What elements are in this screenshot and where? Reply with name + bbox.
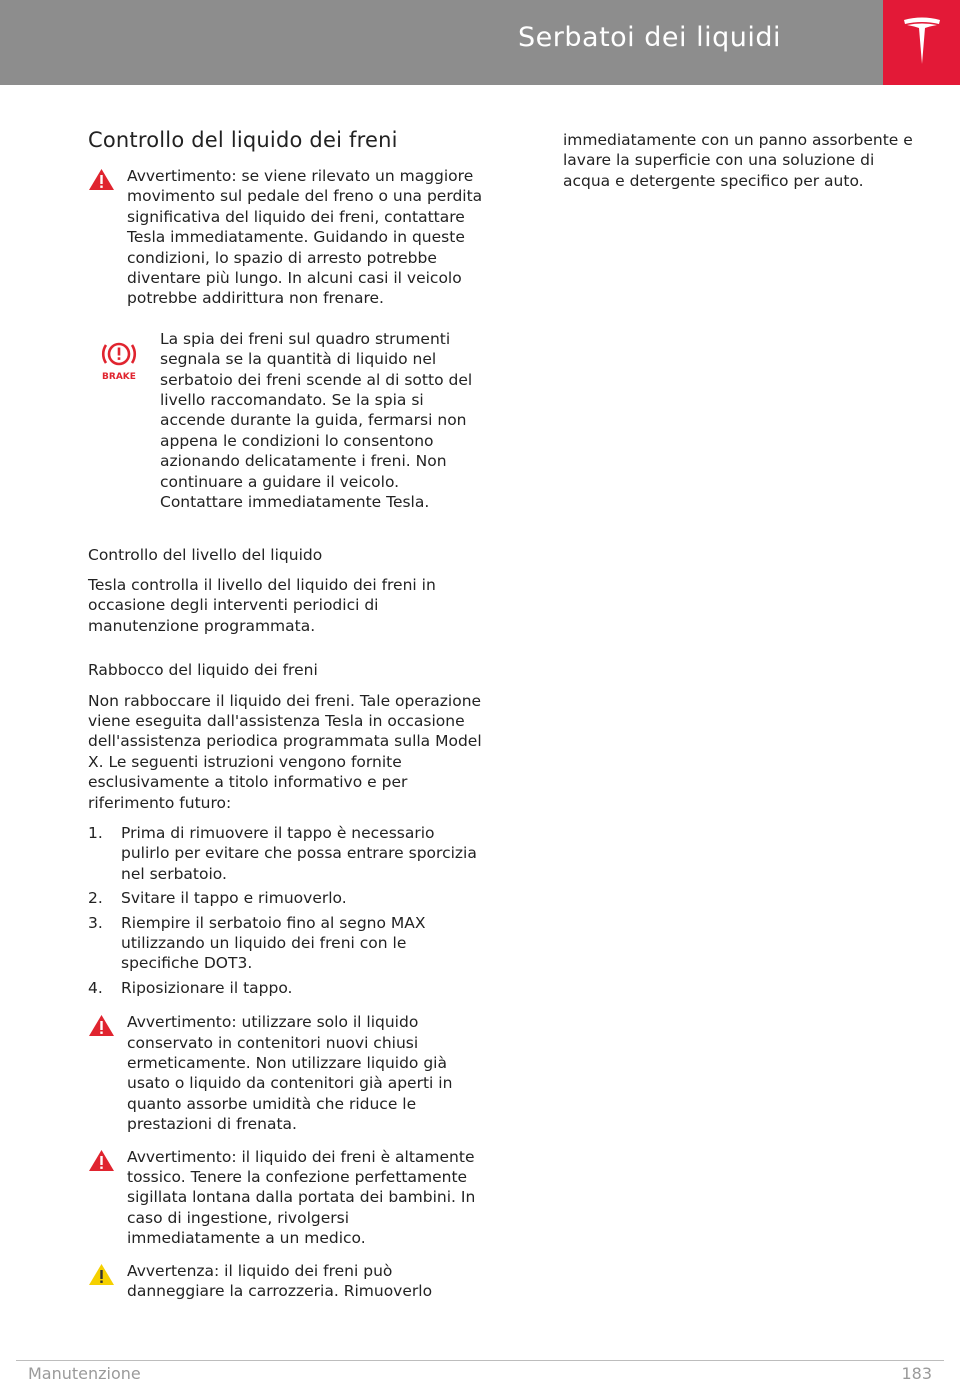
step-text: Svitare il tappo e rimuoverlo. bbox=[121, 889, 347, 908]
step-text: Riposizionare il tappo. bbox=[121, 978, 293, 997]
footer-section-label: Manutenzione bbox=[28, 1364, 141, 1383]
warning-icon bbox=[88, 168, 115, 191]
para-topup: Non rabboccare il liquido dei freni. Tale operazione viene eseguita dall'assistenza Tesla in occasione dell'assistenza periodica programmata sulla Model X. Le seguenti istruzioni vengono fornite esclusivamente a titolo informativo e per riferimento futuro: bbox=[88, 691, 482, 812]
step-number: 4. bbox=[88, 978, 103, 997]
brake-text: La spia dei freni sul quadro strumenti segnala se la quantità di liquido nel serbatoio dei freni scende al di sotto del livello raccomandato. Se la spia si accende durante la guida, fermarsi non appena le condizioni lo consentono azionando delicatamente i freni. Non continuare a guidare il veicolo. Contattare immediatamente Tesla. bbox=[160, 329, 473, 512]
brand-logo-box bbox=[883, 0, 960, 85]
header-bar bbox=[0, 0, 883, 85]
para-level-check: Tesla controlla il livello del liquido dei freni in occasione degli interventi periodici di manutenzione programmata. bbox=[88, 575, 436, 635]
caution-continued-text: immediatamente con un panno assorbente e lavare la superficie con una soluzione di acqua e detergente specifico per auto. bbox=[563, 131, 913, 190]
warning-notice bbox=[88, 166, 483, 309]
right-column bbox=[563, 130, 923, 191]
warning-text: Avvertimento: se viene rilevato un maggiore movimento sul pedale del freno o una perdita significativa del liquido dei freni, contattare Tesla immediatamente. Guidando in queste condizioni, lo spazio di arresto potrebbe diventare più lungo. In alcuni casi il veicolo potrebbe addirittura non frenare. bbox=[127, 167, 483, 308]
tesla-logo-icon bbox=[901, 16, 943, 68]
subhead-topup: Rabbocco del liquido dei freni bbox=[88, 661, 318, 680]
warning-icon bbox=[88, 1014, 115, 1037]
warning-text: Avvertimento: il liquido dei freni è altamente tossico. Tenere la confezione perfettamente sigillata lontana dalla portata dei bambini. In caso di ingestione, rivolgersi immediatamente a un medico. bbox=[127, 1147, 476, 1248]
left-column bbox=[88, 128, 483, 1302]
steps-list bbox=[88, 823, 483, 998]
step-text: Prima di rimuovere il tappo è necessario pulirlo per evitare che possa entrare sporcizia nel serbatoio. bbox=[121, 823, 477, 883]
brake-warning-block bbox=[88, 329, 483, 513]
list-item bbox=[88, 913, 483, 974]
page-title: Serbatoi dei liquidi bbox=[518, 22, 781, 53]
brake-icon-label: BRAKE bbox=[102, 371, 136, 381]
list-item bbox=[88, 888, 483, 908]
page-number: 183 bbox=[901, 1364, 932, 1383]
list-item bbox=[88, 823, 483, 884]
warning-notice bbox=[88, 1012, 483, 1134]
warning-notice bbox=[88, 1147, 483, 1249]
step-text: Riempire il serbatoio fino al segno MAX utilizzando un liquido dei freni con le specifiche DOT3. bbox=[121, 913, 426, 973]
step-number: 1. bbox=[88, 823, 103, 842]
step-number: 3. bbox=[88, 913, 103, 932]
warning-text: Avvertimento: utilizzare solo il liquido conservato in contenitori nuovi chiusi ermeticamente. Non utilizzare liquido già usato o liquido da contenitori già aperti in quanto assorbe umidità che riduce le prestazioni di frenata. bbox=[127, 1013, 453, 1134]
step-number: 2. bbox=[88, 889, 103, 908]
warning-icon bbox=[88, 1149, 115, 1172]
brake-warning-icon bbox=[98, 337, 140, 381]
caution-icon bbox=[88, 1263, 115, 1286]
section-title: Controllo del liquido dei freni bbox=[88, 128, 398, 152]
list-item bbox=[88, 978, 483, 998]
caution-text: Avvertenza: il liquido dei freni può danneggiare la carrozzeria. Rimuoverlo bbox=[127, 1261, 433, 1301]
subhead-level-check: Controllo del livello del liquido bbox=[88, 545, 323, 564]
caution-notice bbox=[88, 1261, 483, 1302]
footer-divider bbox=[16, 1360, 944, 1361]
